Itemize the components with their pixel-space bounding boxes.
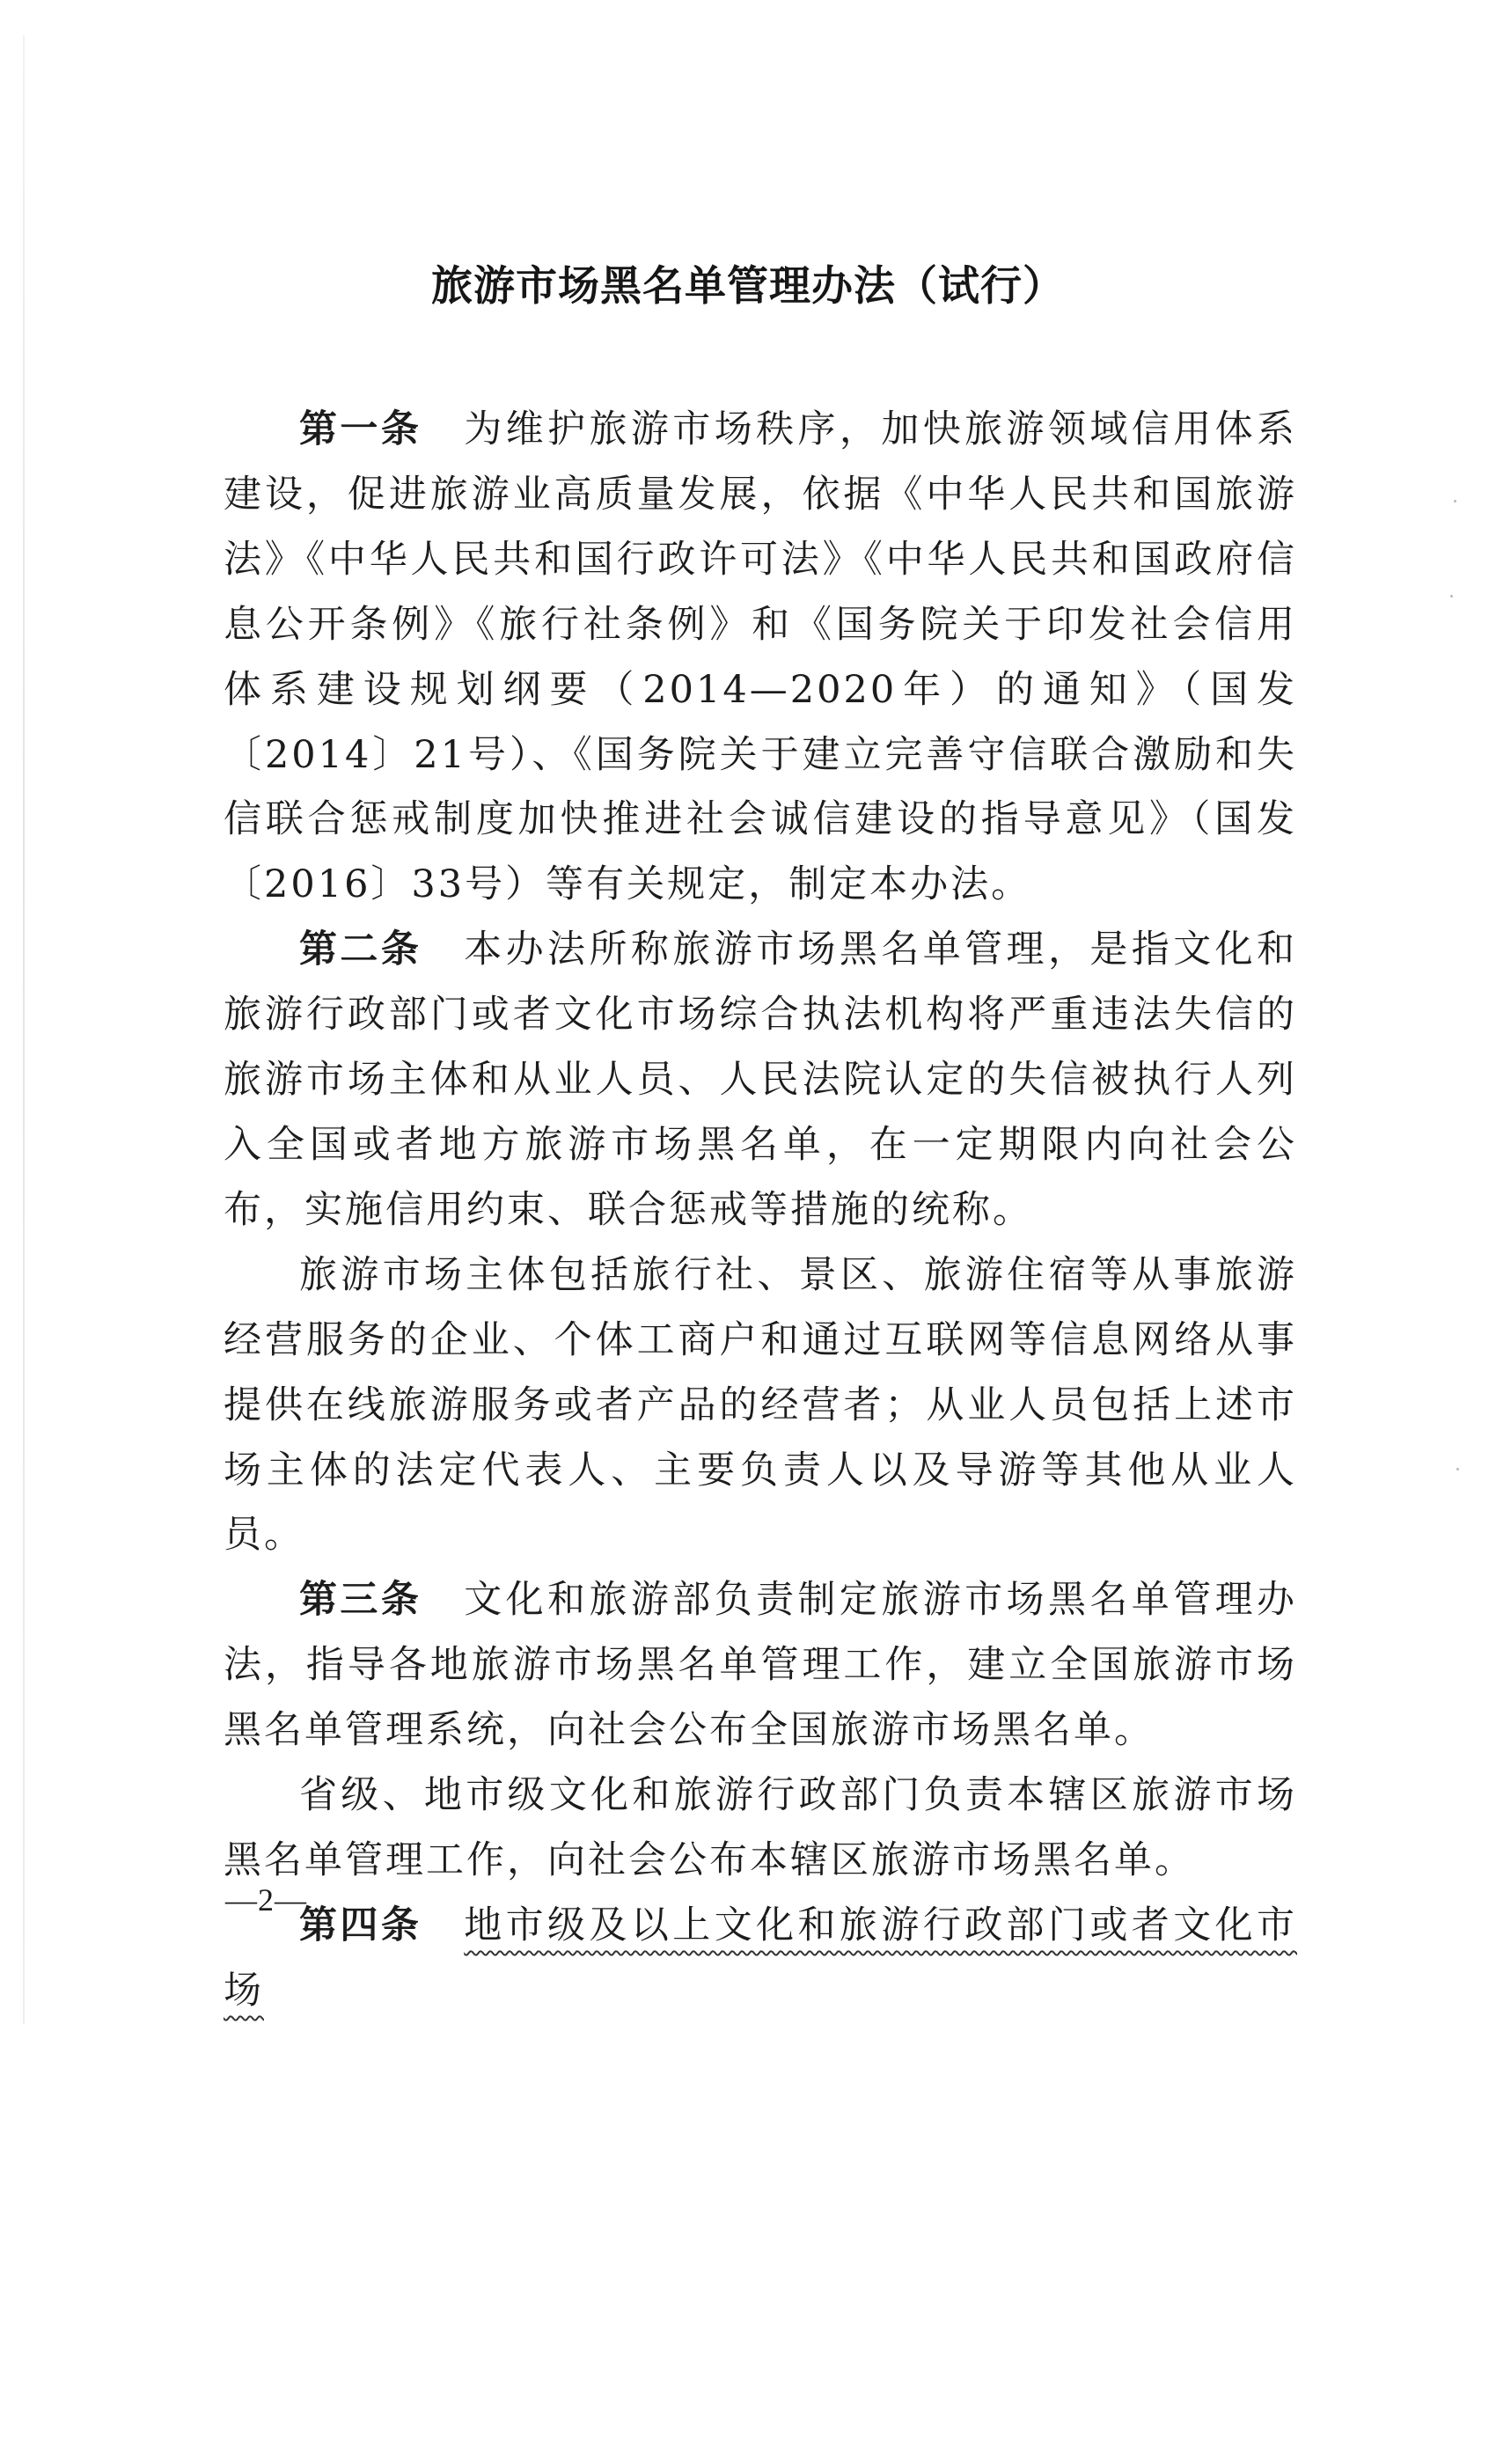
article-1 [224,398,1297,918]
article-3-paragraph-2 [224,1764,1297,1894]
article-heading: 第四条 [299,1903,422,1947]
article-text: 文化和旅游部负责制定旅游市场黑名单管理办法，指导各地旅游市场黑名单管理工作，建立全国旅游市场黑名单管理系统，向社会公布全国旅游市场黑名单。 [224,1578,1298,1753]
scan-speck [1450,595,1453,598]
article-text: 为维护旅游市场秩序，加快旅游领域信用体系建设，促进旅游业高质量发展，依据《中华人民共和国旅游法》《中华人民共和国行政许可法》《中华人民共和国政府信息公开条例》《旅行社条例》和《国务院关于印发社会信用体系建设规划纲要（2014—2020年）的通知》（国发〔2014〕21号）、《国务院关于建立完善守信联合激励和失信联合惩戒制度加快推进社会诚信建设的指导意见》（国发〔2016〕33号）等有关规定，制定本办法。 [224,407,1298,907]
article-2 [224,918,1297,1243]
article-text: 旅游市场主体包括旅行社、景区、旅游住宿等从事旅游经营服务的企业、个体工商户和通过互联网等信息网络从事提供在线旅游服务或者产品的经营者；从业人员包括上述市场主体的法定代表人、主要负责人以及导游等其他从业人员。 [224,1252,1297,1558]
document-title: 旅游市场黑名单管理办法（试行） [431,262,1065,311]
article-heading: 第一条 [299,407,422,451]
article-2-paragraph-2 [224,1243,1297,1569]
scan-speck [1456,1468,1459,1470]
article-text: 省级、地市级文化和旅游行政部门负责本辖区旅游市场黑名单管理工作，向社会公布本辖区旅游市场黑名单。 [224,1773,1297,1882]
document-body [224,398,1297,2024]
scan-edge-shadow [23,35,25,2024]
scan-speck [1454,500,1456,502]
article-heading: 第二条 [299,928,422,972]
article-text: 本办法所称旅游市场黑名单管理，是指文化和旅游行政部门或者文化市场综合执法机构将严重违法失信的旅游市场主体和从业人员、人民法院认定的失信被执行人列入全国或者地方旅游市场黑名单，在一定期限内向社会公布，实施信用约束、联合惩戒等措施的统称。 [224,928,1298,1232]
wavy-underlined-text: 地市级及以上文化和旅游行政部门或者文化市场 [224,1903,1298,2013]
article-heading: 第三条 [299,1578,422,1623]
article-3 [224,1568,1297,1764]
article-4 [224,1894,1297,2024]
page-number: —2— [225,1882,307,1918]
